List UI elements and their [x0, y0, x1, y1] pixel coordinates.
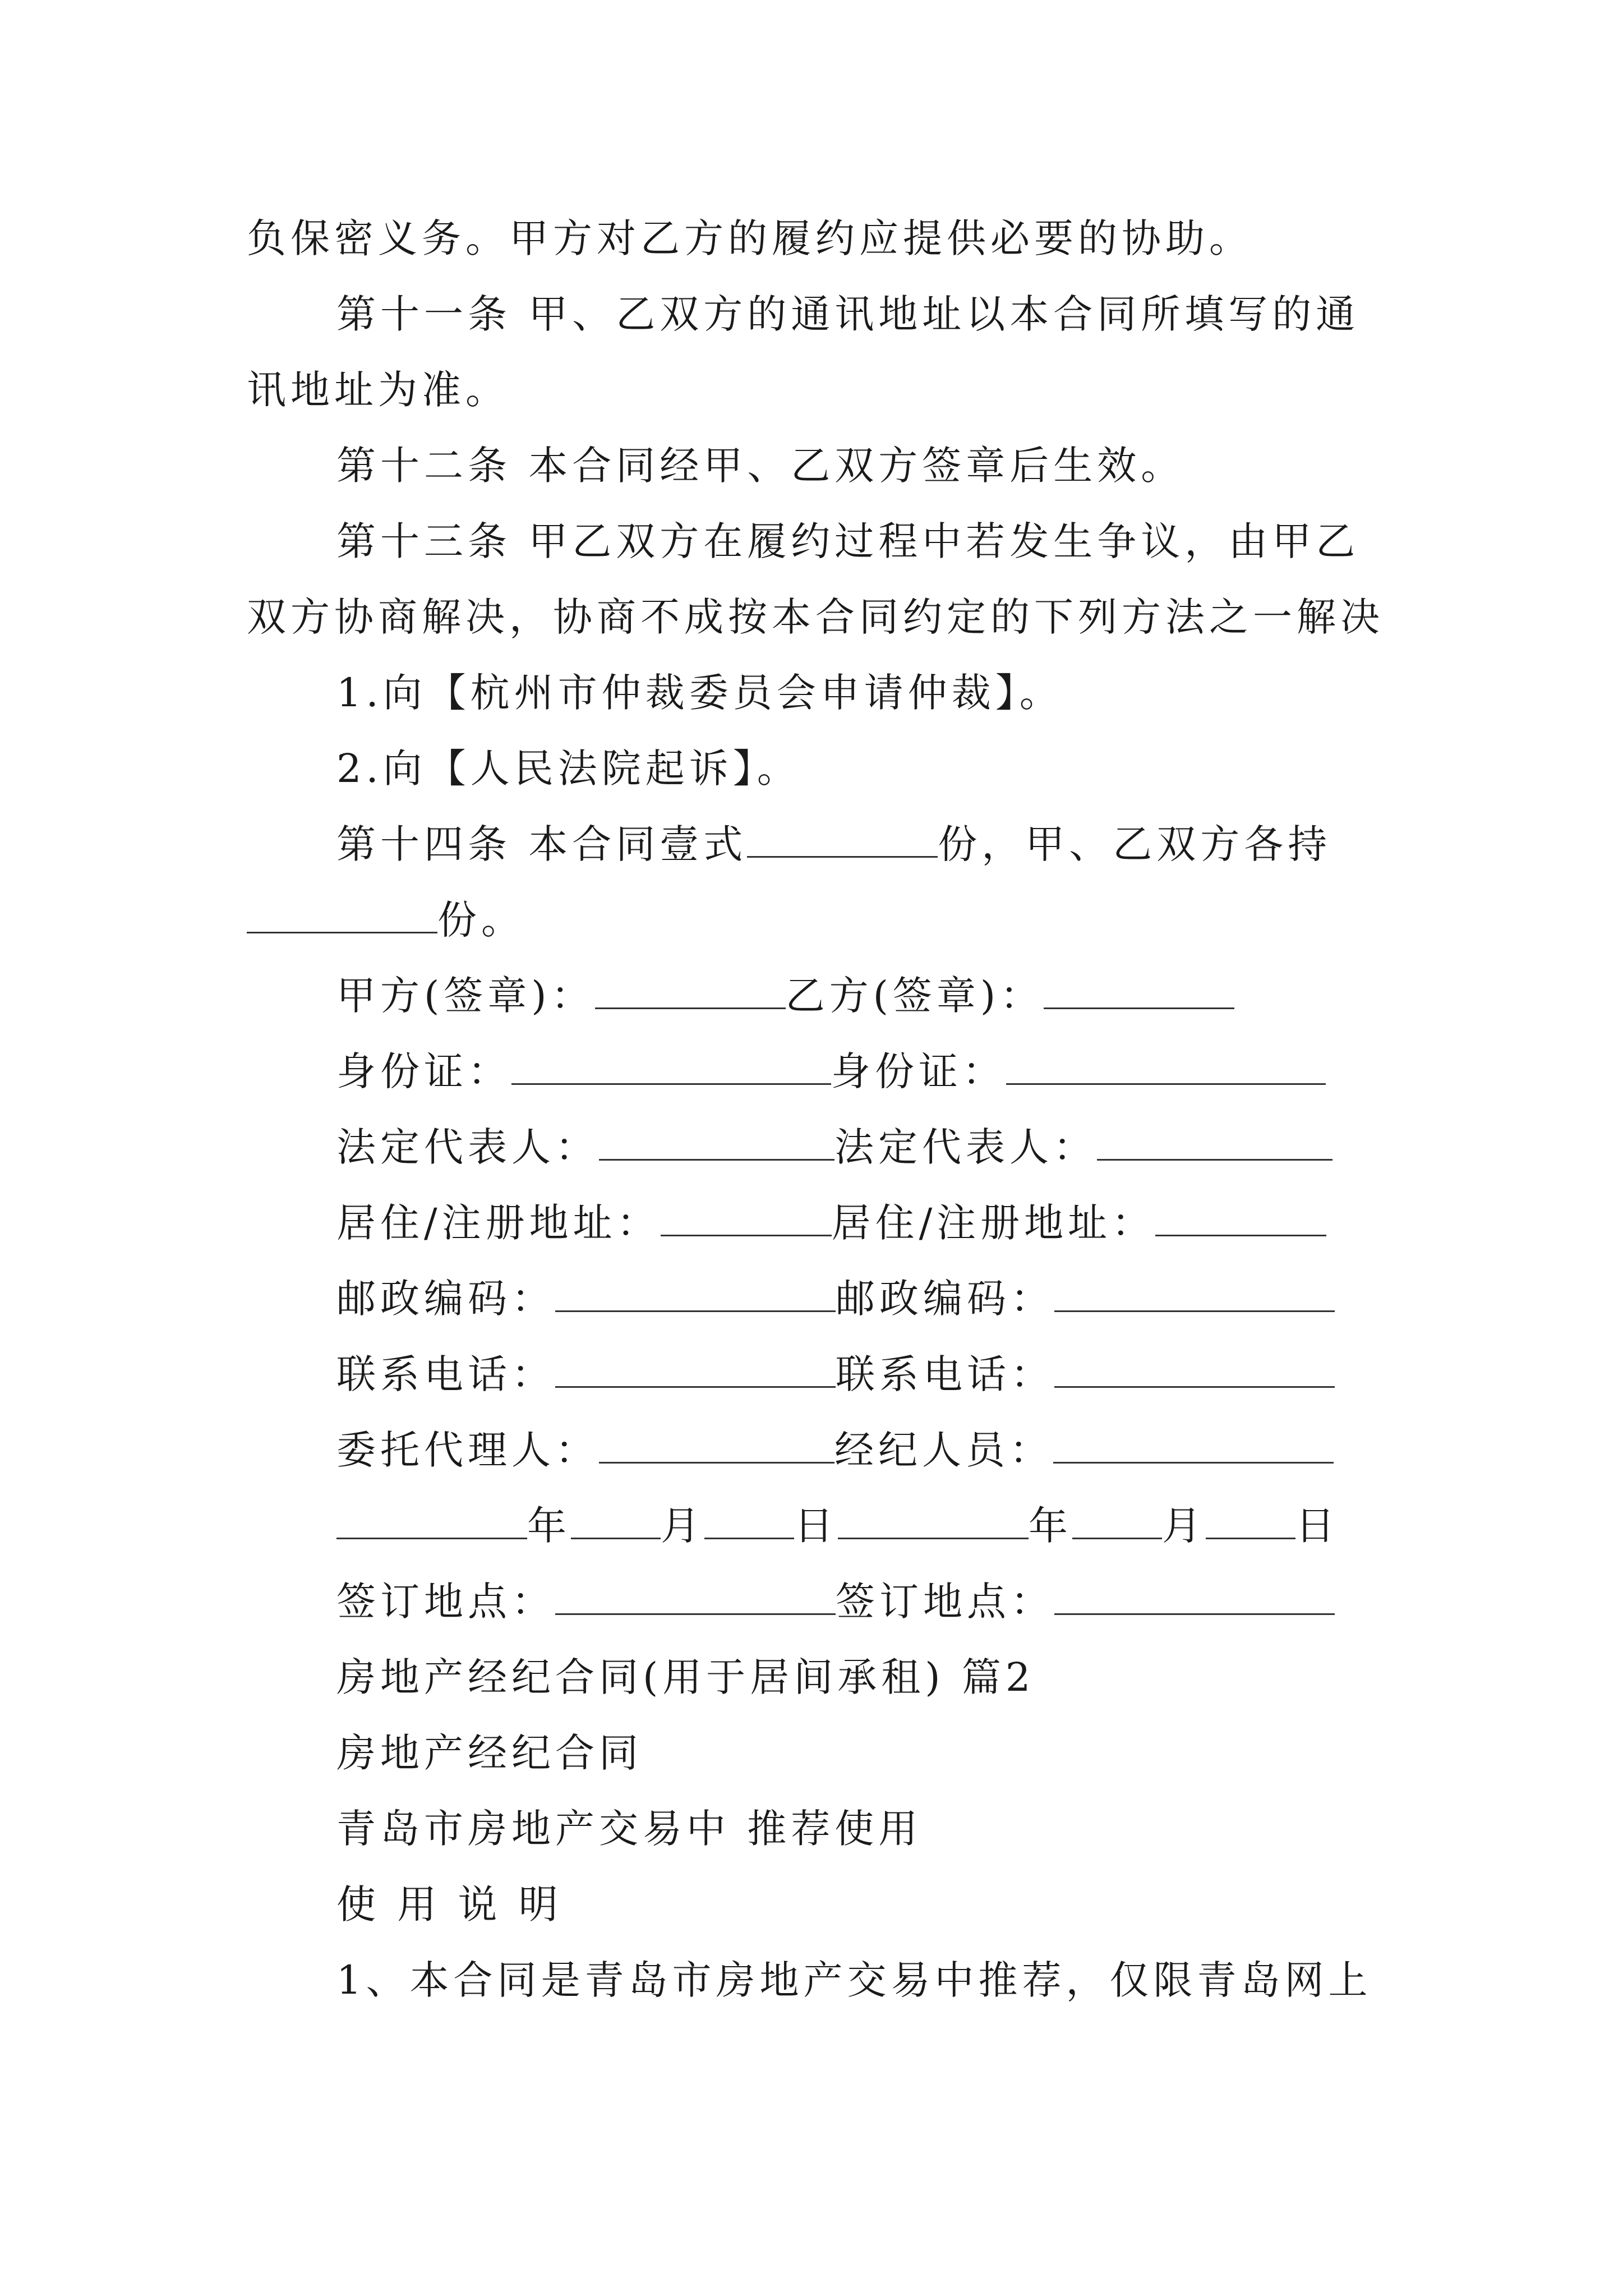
- recommendation-line: 青岛市房地产交易中 推荐使用: [336, 1806, 923, 1852]
- contract-title: 房地产经纪合同: [336, 1730, 643, 1776]
- broker-b-blank[interactable]: [1053, 1427, 1334, 1464]
- article-14-continued: [247, 895, 525, 945]
- broker-b-label: 经纪人员：: [834, 1427, 1053, 1473]
- month-a-label: 月: [661, 1503, 704, 1549]
- article-12-line: 第十二条 本合同经甲、乙双方签章后生效。: [336, 443, 1185, 489]
- phone-a-label: 联系电话：: [336, 1351, 555, 1397]
- address-a-blank[interactable]: [661, 1200, 832, 1236]
- phone-b-blank[interactable]: [1054, 1351, 1335, 1388]
- article-14-line: [336, 819, 1331, 869]
- rep-a-label: 法定代表人：: [336, 1124, 599, 1170]
- year-a-blank[interactable]: [336, 1503, 527, 1539]
- year-a-label: 年: [527, 1503, 571, 1549]
- section-heading: 房地产经纪合同(用于居间承租) 篇2: [336, 1654, 1035, 1700]
- day-a-blank[interactable]: [704, 1503, 794, 1539]
- party-b-label: 乙方(签章)：: [785, 973, 1044, 1019]
- place-b-label: 签订地点：: [836, 1579, 1054, 1625]
- option-arbitration: 1.向【杭州市仲裁委员会申请仲裁】。: [336, 670, 1063, 716]
- party-a-blank[interactable]: [595, 973, 786, 1009]
- zip-a-blank[interactable]: [555, 1276, 836, 1312]
- agent-a-label: 委托代理人：: [336, 1427, 599, 1473]
- instructions-heading: 使 用 说 明: [336, 1881, 562, 1927]
- article-14-text-1: 第十四条 本合同壹式: [336, 821, 748, 867]
- place-a-blank[interactable]: [555, 1579, 836, 1615]
- signature-row-representative: [336, 1122, 1332, 1172]
- month-a-blank[interactable]: [571, 1503, 661, 1539]
- article-14-text-3: 份。: [437, 897, 525, 943]
- paragraph-line: 负保密义务。甲方对乙方的履约应提供必要的协助。: [247, 215, 1253, 261]
- signature-row-place: [336, 1576, 1335, 1627]
- instructions-item-1: 1、本合同是青岛市房地产交易中推荐，仅限青岛网上: [336, 1957, 1372, 2003]
- phone-b-label: 联系电话：: [836, 1351, 1054, 1397]
- id-b-label: 身份证：: [831, 1048, 1006, 1094]
- day-a-label: 日: [794, 1503, 838, 1549]
- signature-row-zip: [336, 1273, 1335, 1324]
- phone-a-blank[interactable]: [555, 1351, 836, 1388]
- article-11-line: 第十一条 甲、乙双方的通讯地址以本合同所填写的通: [336, 291, 1360, 337]
- rep-a-blank[interactable]: [599, 1124, 834, 1161]
- zip-b-blank[interactable]: [1054, 1276, 1335, 1312]
- copies-total-blank[interactable]: [747, 821, 938, 858]
- zip-b-label: 邮政编码：: [836, 1276, 1054, 1322]
- article-13-line: 第十三条 甲乙双方在履约过程中若发生争议，由甲乙: [336, 518, 1360, 564]
- place-b-blank[interactable]: [1054, 1579, 1335, 1615]
- address-b-label: 居住/注册地址：: [831, 1200, 1156, 1246]
- party-b-blank[interactable]: [1044, 973, 1234, 1009]
- zip-a-label: 邮政编码：: [336, 1276, 555, 1322]
- id-a-label: 身份证：: [336, 1048, 511, 1094]
- id-b-blank[interactable]: [1006, 1048, 1326, 1085]
- signature-row-address: [336, 1198, 1326, 1248]
- paragraph-line: 讯地址为准。: [247, 367, 509, 413]
- day-b-blank[interactable]: [1206, 1503, 1295, 1539]
- day-b-label: 日: [1295, 1503, 1339, 1549]
- month-b-blank[interactable]: [1072, 1503, 1162, 1539]
- year-b-blank[interactable]: [838, 1503, 1029, 1539]
- article-14-text-2: 份，甲、乙双方各持: [938, 821, 1332, 867]
- option-court: 2.向【人民法院起诉】。: [336, 746, 801, 792]
- paragraph-line: 双方协商解决，协商不成按本合同约定的下列方法之一解决: [247, 594, 1384, 640]
- signature-row-agent: [336, 1425, 1334, 1475]
- signature-row-phone: [336, 1349, 1335, 1400]
- party-a-label: 甲方(签章)：: [336, 973, 595, 1019]
- month-b-label: 月: [1162, 1503, 1206, 1549]
- address-b-blank[interactable]: [1155, 1200, 1326, 1236]
- copies-each-blank[interactable]: [247, 897, 437, 933]
- year-b-label: 年: [1029, 1503, 1072, 1549]
- rep-b-label: 法定代表人：: [834, 1124, 1097, 1170]
- agent-a-blank[interactable]: [599, 1427, 834, 1464]
- address-a-label: 居住/注册地址：: [336, 1200, 661, 1246]
- signature-row-id: [336, 1046, 1326, 1097]
- id-a-blank[interactable]: [511, 1048, 831, 1085]
- place-a-label: 签订地点：: [336, 1579, 555, 1625]
- signature-row-date: [336, 1501, 1339, 1551]
- signature-row-parties: [336, 970, 1234, 1021]
- rep-b-blank[interactable]: [1097, 1124, 1332, 1161]
